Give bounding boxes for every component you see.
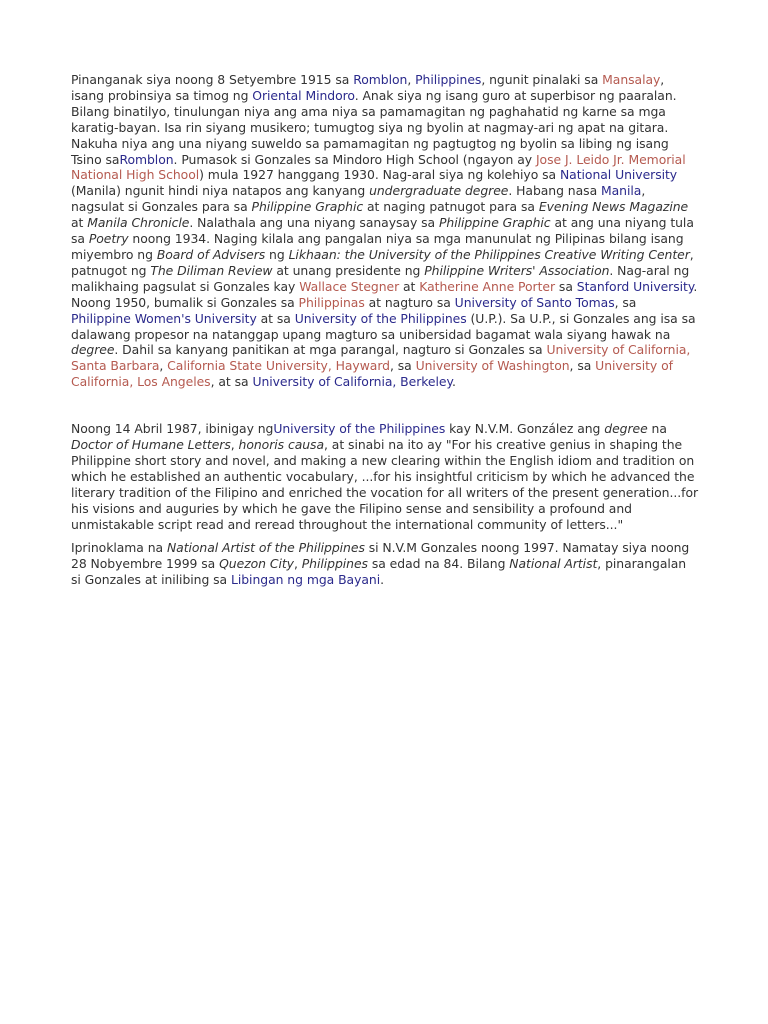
text-run: sa edad na 84. Bilang [367,556,510,572]
text-run: , sa [569,358,596,374]
link-wallace-stegner[interactable]: Wallace Stegner [299,278,400,294]
link-university-of-california-santa-barbara[interactable]: University of California, Santa Barbara [71,342,691,374]
text-run: ng [265,246,289,262]
text-run: , patnugot ng [71,246,694,278]
link-university-of-washington[interactable]: University of Washington [415,358,570,374]
link-romblon[interactable]: Romblon [119,151,174,167]
text-run: at [399,278,420,294]
paragraph-birth-and-career [71,72,699,390]
link-philippinas[interactable]: Philippinas [298,294,365,310]
link-libingan-ng-mga-bayani[interactable]: Libingan ng mga Bayani [231,572,381,588]
italic-term: Board of Advisers [156,246,266,262]
link-philippine-women-s-university[interactable]: Philippine Women's University [71,310,257,326]
paragraph-national-artist [71,540,699,588]
link-university-of-the-philippines[interactable]: University of the Philippines [294,310,467,326]
text-run: . [380,572,384,588]
text-run: at sa [256,310,295,326]
italic-term: Manila Chronicle [87,215,190,231]
text-run: , at sinabi na ito ay "For his creative genius in shaping the Philippine short story and novel, and making a new clearing within the English idiom and tradition on which he established an authentic vocabulary, ...for his insightful criticism by which he advanced the literary tradition of the Filipino and enriched the vocation for all writers of the present generation...for his visions and auguries by which he gave the Filipino sense and sensibility a profound and unmistakable script read and reread throughout the international community of letters..." [71,437,699,532]
text-run: . Dahil sa kanyang panitikan at mga parangal, nagturo si Gonzales sa [114,342,547,358]
link-california-state-university-hayward[interactable]: California State University, Hayward [167,358,390,374]
italic-term: National Artist of the Philippines [166,540,365,556]
italic-term: Doctor of Humane Letters [71,437,231,453]
text-run: , sa [389,358,416,374]
text-run: , [407,72,416,87]
text-run: . Pumasok si Gonzales sa Mindoro High School (ngayon ay [173,151,536,167]
text-run: , at sa [210,374,253,390]
link-jose-j-leido-jr-memorial-national-high-school[interactable]: Jose J. Leido Jr. Memorial National High School [71,151,686,183]
article-body [71,72,699,588]
link-katherine-anne-porter[interactable]: Katherine Anne Porter [419,278,556,294]
link-stanford-university[interactable]: Stanford University [576,278,694,294]
text-run: at unang presidente ng [272,262,425,278]
link-oriental-mindoro[interactable]: Oriental Mindoro [252,87,355,103]
link-national-university[interactable]: National University [559,167,678,183]
link-philippines[interactable]: Philippines [415,72,482,87]
link-university-of-california-los-angeles[interactable]: University of California, Los Angeles [71,358,673,390]
text-run: ) mula 1927 hanggang 1930. Nag-aral siya ng kolehiyo sa [199,167,560,183]
text-run: , pinarangalan si Gonzales at inilibing sa [71,556,687,588]
text-run: . Nag-aral ng malikhaing pagsulat si Gonzales kay [71,262,690,294]
italic-term: degree [71,342,115,358]
text-run: , nagsulat si Gonzales para sa [71,183,646,215]
italic-term: Philippine Graphic [438,215,551,231]
italic-term: undergraduate degree [369,183,509,199]
text-run: at ang una niyang tula sa [71,215,694,247]
link-romblon[interactable]: Romblon [353,72,408,87]
italic-term: The Diliman Review [150,262,273,278]
italic-term: Poetry [88,231,129,247]
text-run: at nagturo sa [364,294,455,310]
text-run: . [451,374,456,390]
text-run: (Manila) ngunit hindi niya natapos ang kanyang [71,183,370,199]
text-run: at [71,215,88,231]
paragraph-honorary-degree [71,421,699,532]
text-run: (U.P.). Sa U.P., si Gonzales ang isa sa dalawang propesor na natanggap upang magturo sa unibersidad bagamat wala siyang hawak na [71,310,696,342]
text-run: na [647,421,667,437]
text-run: . Habang nasa [508,183,601,199]
text-run: sa [555,278,577,294]
text-run: , [293,556,302,572]
italic-term: honoris causa [238,437,325,453]
text-run: noong 1934. Naging kilala ang pangalan niya sa mga manunulat ng Pilipinas bilang isang miyembro ng [71,231,684,262]
link-university-of-the-philippines[interactable]: University of the Philippines [273,421,446,437]
italic-term: Philippines [301,556,368,572]
text-run: , [230,437,239,453]
link-university-of-california-berkeley[interactable]: University of California, Berkeley [252,374,452,390]
text-run: . Nalathala ang una niyang sanaysay sa [189,215,439,231]
text-run: si N.V.M Gonzales noong 1997. Namatay siya noong 28 Nobyembre 1999 sa [71,540,690,572]
text-run: , ngunit pinalaki sa [481,72,603,87]
text-run: . Noong 1950, bumalik si Gonzales sa [71,278,698,310]
italic-term: Philippine Graphic [251,199,364,215]
text-run: . Anak siya ng isang guro at superbisor ng paaralan. Bilang binatilyo, tinulungan niya ang ama niya sa pamamagitan ng paghahatid ng karne sa mga karatig-bayan. Isa rin siyang musikero; tumugtog siya ng byolin at nagmay-ari ng apat na gitara. Nakuha niya ang una niyang suweldo sa pamamagitan ng pagtugtog ng byolin sa libing ng isang Tsino sa [71,87,677,167]
link-mansalay[interactable]: Mansalay [602,72,661,87]
italic-term: degree [604,421,648,437]
text-run: , [159,358,168,374]
text-run: , sa [614,294,637,310]
italic-term: National Artist [509,556,598,572]
italic-term: Likhaan: the University of the Philippines Creative Writing Center [288,246,690,262]
text-run: Pinanganak siya noong 8 Setyembre 1915 sa [71,72,354,87]
text-run: Noong 14 Abril 1987, ibinigay ng [71,421,274,437]
link-manila[interactable]: Manila [601,183,642,199]
italic-term: Evening News Magazine [538,199,689,215]
link-university-of-santo-tomas[interactable]: University of Santo Tomas [454,294,615,310]
text-run: , isang probinsiya sa timog ng [71,72,665,103]
text-run: Iprinoklama na [71,540,167,556]
text-run: kay N.V.M. González ang [445,421,605,437]
italic-term: Quezon City [219,556,294,572]
italic-term: Philippine Writers' Association [424,262,610,278]
text-run: at naging patnugot para sa [363,199,539,215]
